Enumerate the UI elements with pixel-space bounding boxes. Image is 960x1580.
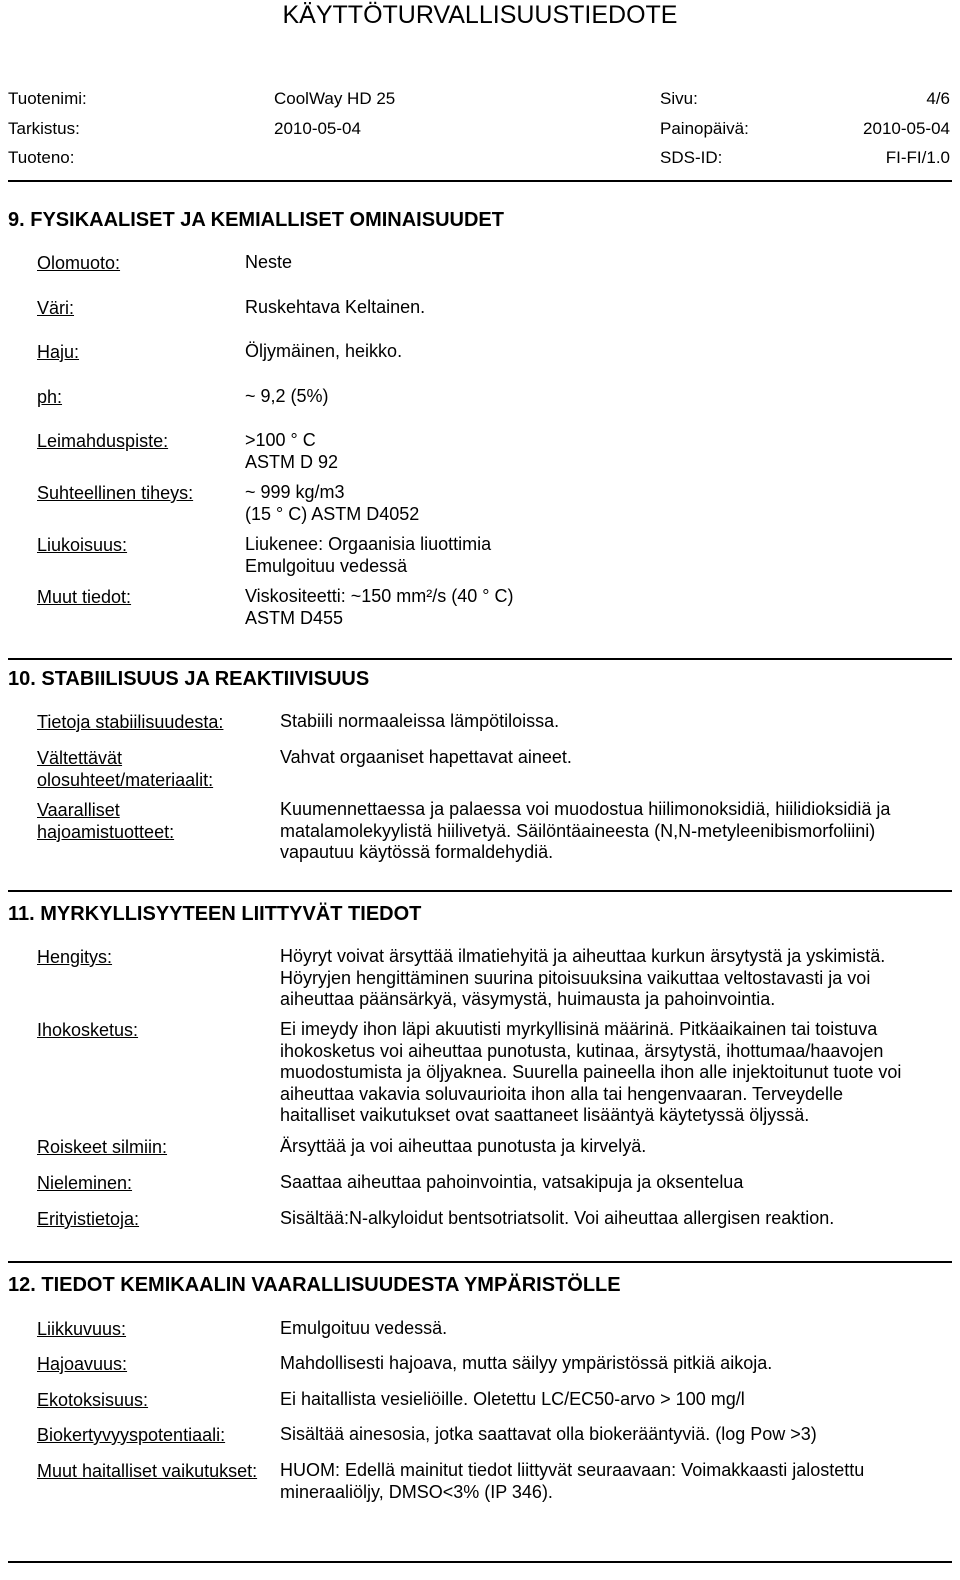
section-12-heading: 12. TIEDOT KEMIKAALIN VAARALLISUUDESTA YMPÄRISTÖLLE <box>8 1274 621 1296</box>
field-label-muut-haitalliset: Muut haitalliset vaikutukset: <box>37 1461 258 1481</box>
field-label-hajoavuus: Hajoavuus: <box>37 1354 128 1374</box>
print-date: 2010-05-04 <box>863 119 950 138</box>
value-line: aiheuttaa päänsärkyä, väsymystä, huimausta ja pahoinvointia. <box>280 989 776 1009</box>
field-label-stabiilisuus <box>37 711 223 733</box>
field-label-hajoamistuotteet <box>37 799 174 843</box>
value-line: Höyryjen hengittäminen suurina pitoisuuksina vaikuttaa veltostavasti ja voi <box>280 967 871 988</box>
value-line: Emulgoituu vedessä. <box>280 1318 448 1338</box>
value-line: Neste <box>245 252 293 272</box>
value-line: Saattaa aiheuttaa pahoinvointia, vatsakipuja ja oksentelua <box>280 1172 744 1192</box>
field-label-hengitys: Hengitys: <box>37 947 113 967</box>
product-name: CoolWay HD 25 <box>274 89 396 108</box>
divider <box>8 180 952 182</box>
value-line: ~ 9,2 (5%) <box>245 386 329 406</box>
value-line: matalamolekyylistä hiilivetyä. Säilöntäaineesta (N,N-metyleenibismorfoliini) <box>280 820 876 841</box>
value-line: aiheuttaa vakavia soluvaurioita ihon alla tai hengenvaaran. Terveydelle <box>280 1083 844 1104</box>
field-value-tiheys <box>245 482 419 525</box>
field-value-hajoamistuotteet <box>280 799 940 864</box>
value-line: ASTM D 92 <box>245 451 339 472</box>
label-line: olosuhteet/materiaalit: <box>37 770 214 790</box>
value-line: Liukenee: Orgaanisia liuottimia <box>245 534 492 554</box>
section-10-heading: 10. STABIILISUUS JA REAKTIIVISUUS <box>8 668 370 690</box>
field-value-olomuoto <box>245 252 292 274</box>
product-no-label: Tuoteno: <box>8 148 75 167</box>
field-label-vari: Väri: <box>37 298 75 318</box>
section-11-heading: 11. MYRKYLLISYYTEEN LIITTYVÄT TIEDOT <box>8 903 422 925</box>
label-line: Vältettävät <box>37 748 123 768</box>
label-line: Vaaralliset <box>37 800 120 820</box>
field-value-hajoavuus <box>280 1353 940 1375</box>
value-line: Ärsyttää ja voi aiheuttaa punotusta ja kirvelyä. <box>280 1136 647 1156</box>
field-value-haju <box>245 341 402 363</box>
field-value-biokertyvyys <box>280 1424 940 1446</box>
field-value-liukoisuus <box>245 534 491 577</box>
field-value-valtettavat <box>280 747 940 769</box>
field-label-liukoisuus: Liukoisuus: <box>37 535 128 555</box>
field-value-vari <box>245 297 425 319</box>
section-9-heading: 9. FYSIKAALISET JA KEMIALLISET OMINAISUUDET <box>8 209 504 231</box>
page-number: 4/6 <box>926 89 950 108</box>
value-line: Emulgoituu vedessä <box>245 555 408 576</box>
value-line: Öljymäinen, heikko. <box>245 341 403 361</box>
revision-date: 2010-05-04 <box>274 119 361 138</box>
value-line: ~ 999 kg/m3 <box>245 482 345 502</box>
value-line: >100 ° C <box>245 430 316 450</box>
sds-id: FI-FI/1.0 <box>885 148 950 167</box>
value-line: muodostumista ja öljyaknea. Suurella paineella ihon alle injektoitunut tuote voi <box>280 1062 902 1082</box>
value-line: Vahvat orgaaniset hapettavat aineet. <box>280 747 572 767</box>
field-label-nieleminen: Nieleminen: <box>37 1173 133 1193</box>
value-line: ASTM D455 <box>245 607 344 628</box>
divider <box>8 1261 952 1263</box>
field-value-ihokosketus <box>280 1019 940 1127</box>
field-value-muut-haitalliset <box>280 1460 940 1503</box>
value-line: Ei imeydy ihon läpi akuutisti myrkyllisinä määrinä. Pitkäaikainen tai toistuva <box>280 1019 878 1039</box>
value-line: vapautuu käytössä formaldehydiä. <box>280 842 554 862</box>
field-label-biokertyvyys: Biokertyvyyspotentiaali: <box>37 1425 226 1445</box>
field-label-tiheys: Suhteellinen tiheys: <box>37 483 194 503</box>
field-value-liikkuvuus <box>280 1318 940 1340</box>
field-value-erityistietoja <box>280 1208 940 1230</box>
field-label-leimahduspiste: Leimahduspiste: <box>37 431 169 451</box>
value-line: Sisältää ainesosia, jotka saattavat olla biokerääntyviä. (log Pow >3) <box>280 1424 817 1444</box>
value-line: Ei haitallista vesieliöille. Oletettu LC/EC50-arvo > 100 mg/l <box>280 1389 745 1409</box>
value-line: haitalliset vaikutukset ovat saattaneet lisääntyä käytetyssä öljyssä. <box>280 1105 810 1125</box>
field-label-liikkuvuus: Liikkuvuus: <box>37 1319 127 1339</box>
value-line: Höyryt voivat ärsyttää ilmatiehyitä ja aiheuttaa kurkun ärsytystä ja yskimistä. <box>280 946 886 966</box>
field-label-erityistietoja: Erityistietoja: <box>37 1209 140 1229</box>
label-line: hajoamistuotteet: <box>37 822 175 842</box>
field-value-roiskeet-silmiin <box>280 1136 940 1158</box>
label-line: Tietoja stabiilisuudesta: <box>37 712 224 732</box>
value-line: Stabiili normaaleissa lämpötiloissa. <box>280 711 560 731</box>
field-value-ph <box>245 386 329 408</box>
field-label-muut-tiedot: Muut tiedot: <box>37 587 132 607</box>
field-value-muut-tiedot <box>245 586 513 629</box>
product-name-label: Tuotenimi: <box>8 89 87 108</box>
field-label-olomuoto: Olomuoto: <box>37 253 121 273</box>
value-line: Viskositeetti: ~150 mm²/s (40 ° C) <box>245 586 514 606</box>
field-value-ekotoksisuus <box>280 1389 940 1411</box>
value-line: HUOM: Edellä mainitut tiedot liittyvät seuraavaan: Voimakkaasti jalostettu <box>280 1460 865 1480</box>
field-value-stabiilisuus <box>280 711 940 733</box>
field-label-valtettavat <box>37 747 213 791</box>
value-line: Sisältää:N-alkyloidut bentsotriatsolit. Voi aiheuttaa allergisen reaktion. <box>280 1208 835 1228</box>
print-date-label: Painopäivä: <box>660 119 749 138</box>
field-value-hengitys <box>280 946 940 1011</box>
divider <box>8 1561 952 1563</box>
field-label-haju: Haju: <box>37 342 80 362</box>
value-line: Mahdollisesti hajoava, mutta säilyy ympäristössä pitkiä aikoja. <box>280 1353 773 1373</box>
sds-id-label: SDS-ID: <box>660 148 723 167</box>
value-line: ihokosketus voi aiheuttaa punotusta, kutinaa, ärsytystä, ihottumaa/haavojen <box>280 1040 884 1061</box>
value-line: (15 ° C) ASTM D4052 <box>245 503 420 524</box>
field-label-ph: ph: <box>37 387 63 407</box>
field-label-ihokosketus: Ihokosketus: <box>37 1020 139 1040</box>
field-label-roiskeet-silmiin: Roiskeet silmiin: <box>37 1137 168 1157</box>
field-value-nieleminen <box>280 1172 940 1194</box>
revision-label: Tarkistus: <box>8 119 80 138</box>
field-label-ekotoksisuus: Ekotoksisuus: <box>37 1390 149 1410</box>
divider <box>8 658 952 660</box>
document-title: KÄYTTÖTURVALLISUUSTIEDOTE <box>282 1 678 29</box>
page-label: Sivu: <box>660 89 698 108</box>
divider <box>8 890 952 892</box>
field-value-leimahduspiste <box>245 430 338 473</box>
value-line: Ruskehtava Keltainen. <box>245 297 426 317</box>
value-line: Kuumennettaessa ja palaessa voi muodostua hiilimonoksidiä, hiilidioksidiä ja <box>280 799 891 819</box>
value-line: mineraaliöljy, DMSO<3% (IP 346). <box>280 1481 553 1502</box>
